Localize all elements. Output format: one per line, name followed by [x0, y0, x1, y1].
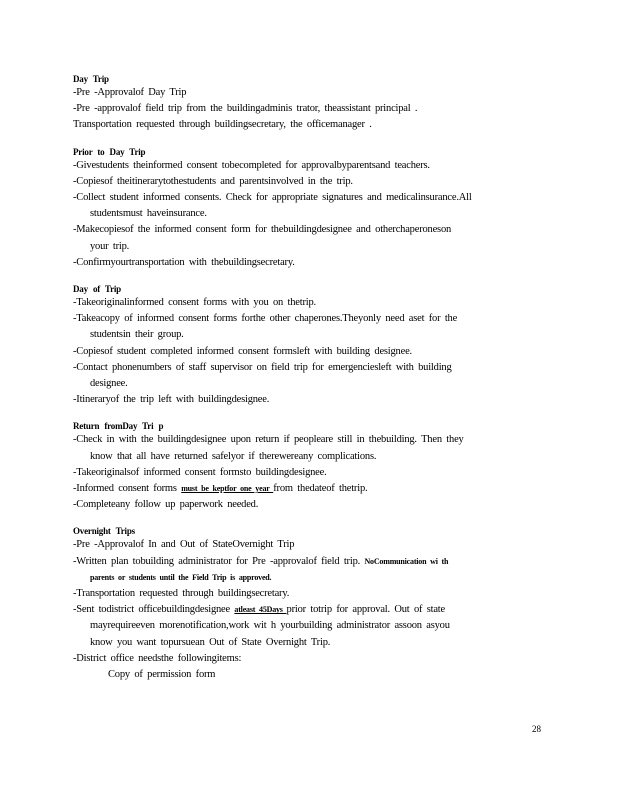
- text-line: designee.: [90, 378, 128, 390]
- section-return-from-day-trip: [73, 420, 553, 513]
- text-line: [73, 481, 553, 497]
- text-line: [73, 554, 553, 570]
- text-line: mayrequireeven morenotification,work wit h yourbuilding administrator assoon asyou: [90, 620, 450, 632]
- text-line: [73, 602, 553, 618]
- text-line: -Check in with the buildingdesignee upon return if peopleare still in thebuilding. Then they: [73, 434, 464, 446]
- text-line: -Pre -Approvalof In and Out of StateOvernight Trip: [73, 539, 295, 551]
- text-line: your trip.: [90, 240, 130, 252]
- text-line: [73, 570, 553, 586]
- text-line: Transportation requested through buildingsecretary, the officemanager .: [73, 119, 372, 131]
- text-line: studentsin their group.: [90, 329, 184, 341]
- section-day-of-trip: [73, 283, 553, 408]
- text-line: -Copiesof student completed informed consent formsleft with building designee.: [73, 345, 412, 357]
- section-heading: Prior to Day Trip: [73, 146, 146, 157]
- bold-notice: parents or students until the Field Trip is approved.: [90, 572, 272, 582]
- text-segment: -Sent todistrict officebuildingdesignee: [73, 604, 235, 616]
- text-line: -Confirmyourtransportation with thebuildingsecretary.: [73, 256, 295, 268]
- text-line: know that all have returned safelyor if therewereany complications.: [90, 450, 377, 462]
- text-line: -Copiesof theitinerarytothestudents and parentsinvolved in the trip.: [73, 175, 353, 187]
- section-overnight-trips: [73, 525, 553, 683]
- text-segment: -Informed consent forms: [73, 483, 182, 495]
- text-line: -Takeoriginalinformed consent forms with you on thetrip.: [73, 297, 316, 309]
- text-line: -Makecopiesof the informed consent form for thebuildingdesignee and otherchaperoneson: [73, 224, 452, 236]
- bold-notice: NoCommunication wi th: [364, 556, 449, 566]
- section-heading: Return fromDay Tri p: [73, 421, 164, 432]
- text-line: -Contact phonenumbers of staff supervisor on field trip for emergenciesleft with building: [73, 361, 452, 373]
- text-line: -Itineraryof the trip left with buildingdesignee.: [73, 394, 270, 406]
- text-line: -Transportation requested through buildingsecretary.: [73, 588, 290, 600]
- text-line: -Takeacopy of informed consent forms forthe other chaperones.Theyonly need aset for the: [73, 313, 458, 325]
- document-body: [73, 73, 553, 695]
- text-line: -District office needsthe followingitems:: [73, 652, 242, 664]
- text-line: studentsmust haveinsurance.: [90, 208, 207, 220]
- page-number: 28: [532, 724, 541, 734]
- section-prior-to-day-trip: [73, 146, 553, 271]
- section-day-trip: [73, 73, 553, 134]
- text-line: -Completeany follow up paperwork needed.: [73, 499, 259, 511]
- text-segment: -Written plan tobuilding administrator for Pre -approvalof field trip.: [73, 555, 365, 567]
- text-line: -Takeoriginalsof informed consent formsto buildingdesignee.: [73, 466, 327, 478]
- text-segment: from thedateof thetrip.: [273, 483, 368, 495]
- section-heading: Day of Trip: [73, 284, 121, 295]
- text-line: -Pre -Approvalof Day Trip: [73, 87, 187, 98]
- underlined-notice: must be keptfor one year: [181, 484, 274, 494]
- text-segment: prior totrip for approval. Out of state: [286, 604, 445, 616]
- section-heading: Overnight Trips: [73, 526, 135, 537]
- text-line: -Collect student informed consents. Check for appropriate signatures and medicalinsurance.All: [73, 192, 472, 204]
- text-line: -Pre -approvalof field trip from the buildingadminis trator, theassistant principal .: [73, 103, 418, 115]
- text-line: know you want topursuean Out of State Overnight Trip.: [90, 636, 331, 648]
- text-line: -Givestudents theinformed consent tobecompleted for approvalbyparentsand teachers.: [73, 159, 430, 171]
- section-heading: Day Trip: [73, 74, 109, 84]
- underlined-notice: atleast 45Days: [234, 605, 287, 615]
- text-line: Copy of permission form: [108, 669, 216, 681]
